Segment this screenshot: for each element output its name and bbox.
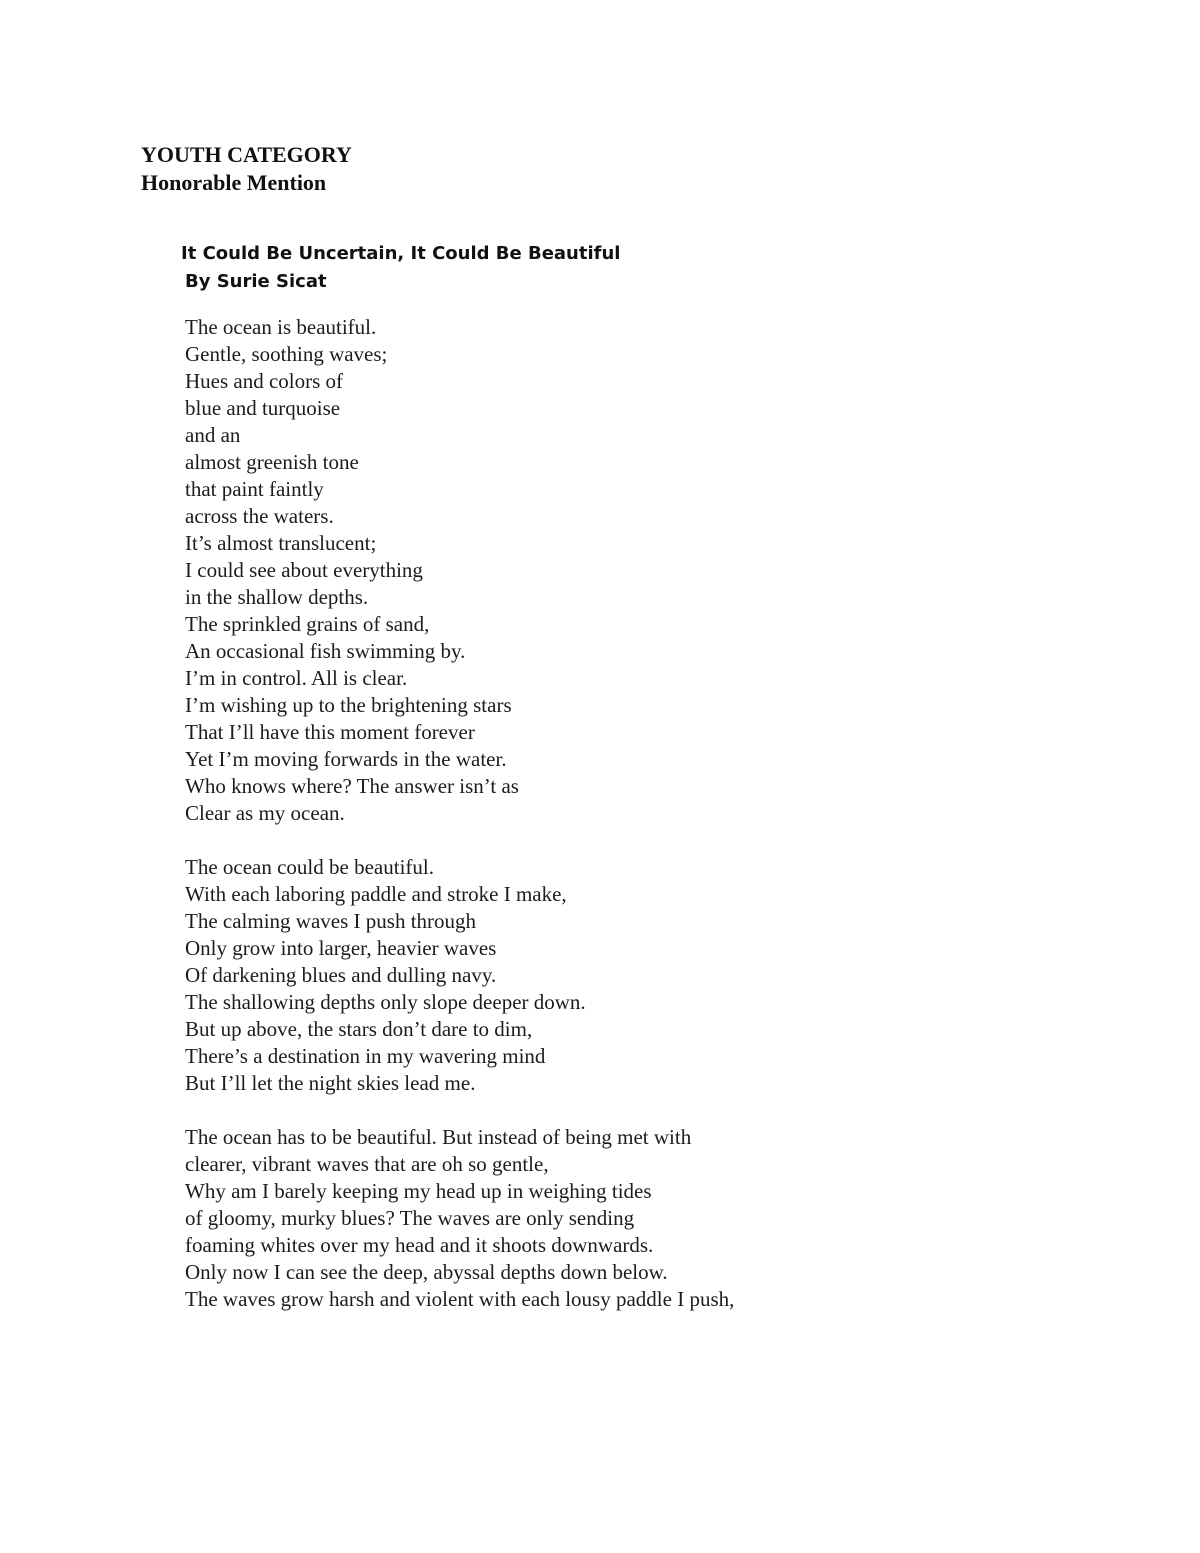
poem-line: that paint faintly [185, 477, 324, 501]
poem-line: The waves grow harsh and violent with each lousy paddle I push, [185, 1287, 735, 1311]
poem-line: That I’ll have this moment forever [185, 720, 475, 744]
poem-line: in the shallow depths. [185, 585, 369, 609]
stanza [185, 1124, 734, 1313]
poem-line: Why am I barely keeping my head up in weighing tides [185, 1179, 652, 1203]
poem-line: across the waters. [185, 504, 334, 528]
poem-line: The shallowing depths only slope deeper down. [185, 990, 586, 1014]
stanza [185, 854, 734, 1097]
poem-line: The ocean could be beautiful. [185, 855, 434, 879]
poem-line: Of darkening blues and dulling navy. [185, 963, 497, 987]
poem-line: It’s almost translucent; [185, 531, 377, 555]
category-label: YOUTH CATEGORY [141, 142, 352, 167]
poem-line: Hues and colors of [185, 369, 344, 393]
poem-line: Gentle, soothing waves; [185, 342, 388, 366]
award-label: Honorable Mention [141, 170, 327, 195]
poem-line: almost greenish tone [185, 450, 359, 474]
poem-title: It Could Be Uncertain, It Could Be Beautiful [181, 243, 621, 264]
poem-line: Who knows where? The answer isn’t as [185, 774, 519, 798]
poem-line: Yet I’m moving forwards in the water. [185, 747, 507, 771]
poem-line: The sprinkled grains of sand, [185, 612, 430, 636]
poem-line: Only now I can see the deep, abyssal depths down below. [185, 1260, 668, 1284]
poem-line: With each laboring paddle and stroke I make, [185, 882, 567, 906]
poem-line: foaming whites over my head and it shoots downwards. [185, 1233, 654, 1257]
poem-line: An occasional fish swimming by. [185, 639, 466, 663]
poem-title-block [181, 240, 620, 296]
poem-line: clearer, vibrant waves that are oh so gentle, [185, 1152, 549, 1176]
poem-line: There’s a destination in my wavering mind [185, 1044, 546, 1068]
stanza [185, 314, 734, 827]
category-header [141, 141, 352, 197]
poem-line: The ocean has to be beautiful. But instead of being met with [185, 1125, 692, 1149]
poem-line: I’m wishing up to the brightening stars [185, 693, 512, 717]
poem-line: The calming waves I push through [185, 909, 477, 933]
poem-line: Only grow into larger, heavier waves [185, 936, 497, 960]
poem-line: Clear as my ocean. [185, 801, 345, 825]
poem-line: of gloomy, murky blues? The waves are only sending [185, 1206, 635, 1230]
poem-line: The ocean is beautiful. [185, 315, 377, 339]
poem-line: I’m in control. All is clear. [185, 666, 408, 690]
poem-byline: By Surie Sicat [185, 271, 327, 292]
poem-line: blue and turquoise [185, 396, 341, 420]
poem-line: I could see about everything [185, 558, 423, 582]
poem-line: But up above, the stars don’t dare to dim, [185, 1017, 533, 1041]
poem-line: and an [185, 423, 241, 447]
poem-line: But I’ll let the night skies lead me. [185, 1071, 476, 1095]
poem-body [185, 314, 734, 1340]
